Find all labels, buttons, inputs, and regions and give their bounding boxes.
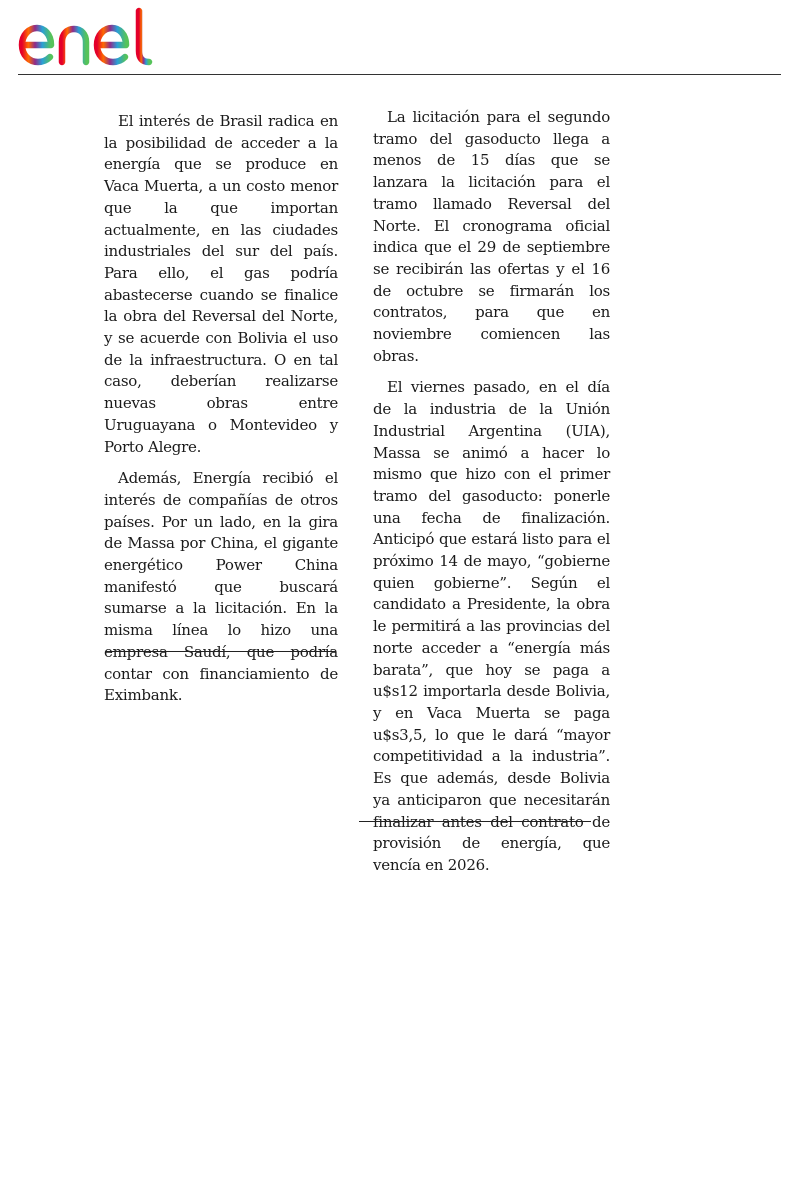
header-divider <box>18 74 781 75</box>
paragraph-uia-massa: El viernes pasado, en el día de la industria de la Unión Industrial Argentina (UIA), Massa se animó a hacer lo mismo que hizo con el primer tramo del gasoducto: ponerle una fecha de finalización. Anticipó que estará listo para el próximo 14 de mayo, “gobierne quien gobierne”. Según el candidato a Presidente, la obra le permitirá a las provincias del norte acceder a “energía más barata”, que hoy se paga a u$s12 importarla desde Bolivia, y en Vaca Muerta se paga u$s3,5, lo que le dará “mayor competitividad a la industria”. Es que además, desde Bolivia ya anticiparon que necesitarán finalizar antes del contrato de provisión de energía, que vencía en 2026. <box>373 378 610 874</box>
article-column-right <box>373 107 610 877</box>
article-column-left <box>104 111 338 707</box>
paragraph-brasil-interest: El interés de Brasil radica en la posibilidad de acceder a la energía que se produce en Vaca Muerta, a un costo menor que la que importan actualmente, en las ciudades industriales del sur del país. Para ello, el gas podría abastecerse cuando se finalice la obra del Reversal del Norte, y se acuerde con Bolivia el uso de la infraestructura. O en tal caso, deberían realizarse nuevas obras entre Uruguayana o Montevideo y Porto Alegre. <box>104 112 338 456</box>
column-end-rule-left <box>106 651 336 652</box>
paragraph-licitacion-segundo-tramo: La licitación para el segundo tramo del gasoducto llega a menos de 15 días que se lanzara la licitación para el tramo llamado Reversal del Norte. El cronograma oficial indica que el 29 de septiembre se recibirán las ofertas y el 16 de octubre se firmarán los contratos, para que en noviembre comiencen las obras. <box>373 108 610 365</box>
enel-logo <box>16 4 184 68</box>
paragraph-energia-foreign-interest: Además, Energía recibió el interés de compañías de otros países. Por un lado, en la gira de Massa por China, el gigante energético Power China manifestó que buscará sumarse a la licitación. En la misma línea lo hizo una empresa Saudí, que podría contar con financiamiento de Eximbank. <box>104 469 338 705</box>
column-end-rule-right <box>359 821 591 822</box>
